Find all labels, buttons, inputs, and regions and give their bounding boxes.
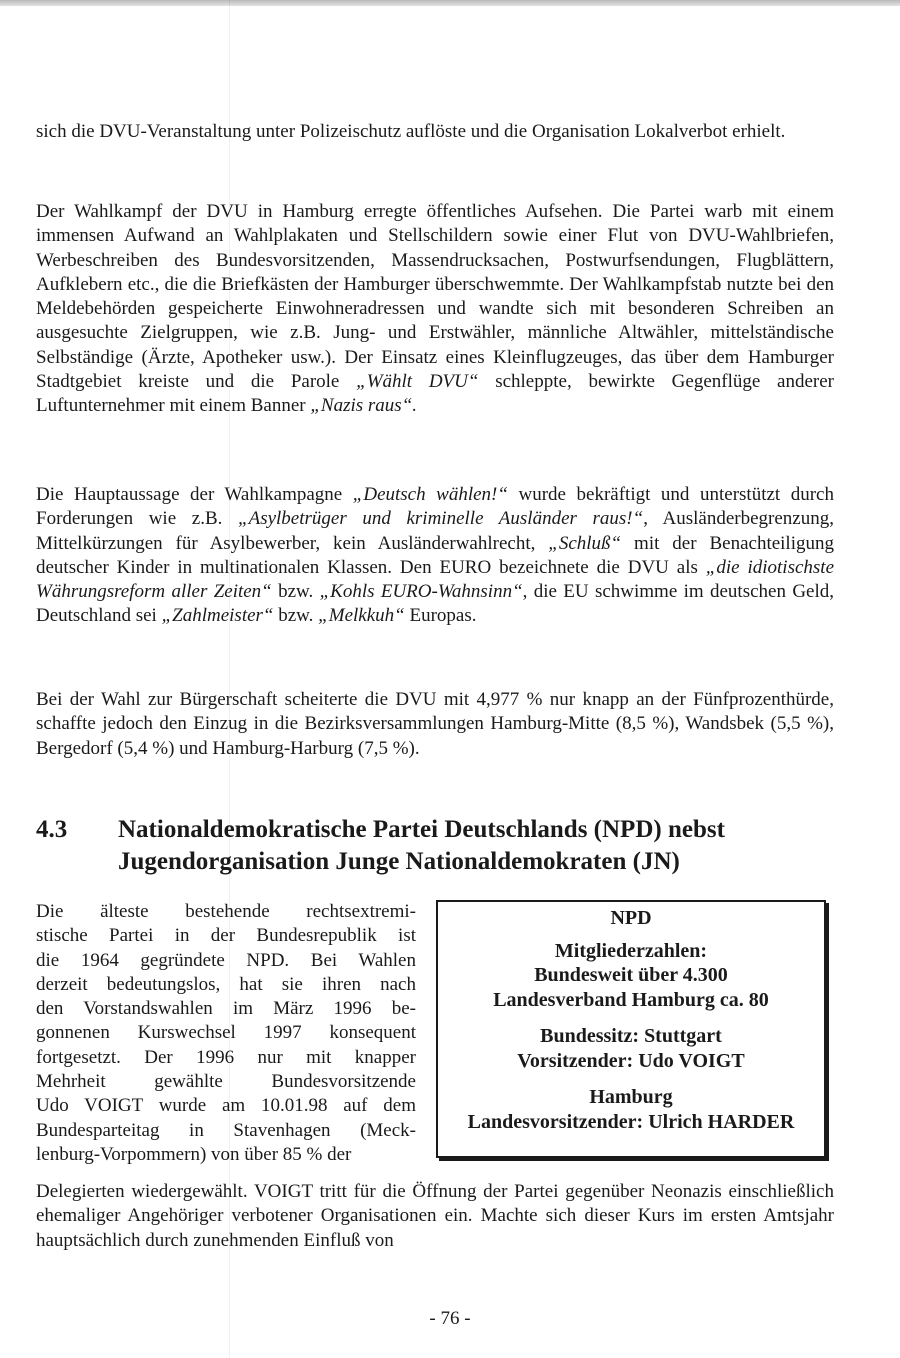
info-title: NPD [610, 907, 652, 929]
section-number: 4.3 [36, 816, 68, 843]
text-line: den Vorstandswahlen im März 1996 be- [36, 998, 416, 1020]
info-members-hamburg: Landesverband Hamburg ca. 80 [493, 988, 769, 1011]
info-title-group [438, 906, 824, 931]
paragraph-text: Bei der Wahl zur Bürgerschaft scheiterte die DVU mit 4,977 % nur knapp an der Fünfprozenthürde, schaffte jedoch den Einzug in die Bezirksversammlungen Hamburg-Mitte (8,5 %), Wandsbek (5,5 %), Bergedorf (5,4 %) und Hamburg-Harburg (7,5 %). [36, 689, 834, 759]
info-regional-group [438, 1085, 824, 1134]
quote-slogan: „die idiotischste Währungsreform aller Zeiten“ [36, 556, 834, 603]
info-members-label: Mitgliederzahlen: [554, 939, 708, 962]
paragraph-election-result [36, 688, 834, 761]
paragraph-npd-intro [36, 900, 416, 1167]
scan-top-edge [0, 0, 900, 6]
info-regional-chair: Landesvorsitzender: Ulrich HARDER [467, 1110, 795, 1133]
paragraph-text: sich die DVU-Veranstaltung unter Polizeischutz auflöste und die Organisation Lokalverbot erhielt. [36, 121, 786, 142]
info-chair: Vorsitzender: Udo VOIGT [517, 1049, 745, 1072]
section-title-line: Jugendorganisation Junge Nationaldemokraten (JN) [118, 848, 680, 875]
paragraph-npd-continuation [36, 1180, 834, 1253]
paragraph-campaign-message [36, 483, 834, 629]
quote-banner: „Nazis raus“. [310, 395, 418, 417]
text-line: stische Partei in der Bundesrepublik ist [36, 925, 416, 947]
paragraph-text: , Ausländerbegrenzung, Mittelkürzungen für Asylbewerber, kein Ausländerwahlrecht, [36, 508, 834, 554]
quote-slogan: „Kohls EURO-Wahnsinn“ [319, 581, 523, 603]
paragraph-text: , die EU schwimme im deutschen Geld, Deutschland sei [36, 581, 834, 627]
paragraph-text: schleppte, bewirkte Gegenflüge anderer Luftunternehmer mit einem Banner [36, 371, 834, 417]
paragraph-dvu-event [36, 120, 834, 144]
section-title [118, 814, 858, 878]
page-number: - 76 - [429, 1308, 471, 1329]
info-region: Hamburg [589, 1086, 673, 1108]
quote-slogan: „Asylbetrüger und kriminelle Ausländer raus!“ [238, 508, 644, 530]
section-title-line: Nationaldemokratische Partei Deutschlands (NPD) nebst [118, 816, 725, 843]
paragraph-text: Delegierten wiedergewählt. VOIGT tritt für die Öffnung der Partei gegenüber Neonazis einschließlich ehemaliger Angehöriger verbotener Organisationen ein. Machte sich dieser Kurs im ersten Amtsjahr hauptsächlich durch zunehmenden Einfluß von [36, 1181, 834, 1251]
paragraph-text: wurde bekräftigt und unterstützt durch Forderungen wie z.B. [36, 484, 834, 530]
paragraph-text: Die Hauptaussage der Wahlkampagne [36, 484, 353, 505]
text-line: Mehrheit gewählte Bundesvorsitzende [36, 1071, 416, 1093]
info-seat: Bundessitz: Stuttgart [540, 1025, 722, 1047]
text-line: derzeit bedeutungslos, hat sie ihren nach [36, 973, 416, 995]
text-line: die 1964 gegründete NPD. Bei Wahlen [36, 949, 416, 971]
text-line: fortgesetzt. Der 1996 nur mit knapper [36, 1046, 416, 1068]
info-members-group [438, 939, 824, 1013]
text-line: Bundesparteitag in Stavenhagen (Meck- [36, 1119, 416, 1141]
text-line: lenburg-Vorpommern) von über 85 % der [36, 1143, 352, 1165]
text-line: Die älteste bestehende rechtsextremi- [36, 901, 416, 922]
paragraph-text: bzw. [271, 581, 320, 603]
quote-slogan: „Schluß“ [548, 532, 622, 554]
text-line: Udo VOIGT wurde am 10.01.98 auf dem [36, 1095, 416, 1117]
paragraph-text: mit der Benachteiligung deutscher Kinder in multinationalen Klassen. Den EURO bezeichnete die DVU als [36, 532, 834, 578]
paragraph-dvu-campaign [36, 200, 834, 419]
quote-slogan: „Wählt DVU“ [356, 371, 479, 393]
quote-slogan: „Zahlmeister“ [161, 605, 274, 627]
paragraph-text: Der Wahlkampf der DVU in Hamburg erregte öffentliches Aufsehen. Die Partei warb mit einem immensen Aufwand an Wahlplakaten und Stellschildern sowie einer Flut von DVU-Wahlbriefen, Werbeschreiben des Bundesvorsitzenden, Massendrucksachen, Postwurfsendungen, Flugblättern, Aufklebern etc., die die Briefkästen der Hamburger überschwemmte. Der Wahlkampfstab nutzte bei den Meldebehörden gespeicherte Einwohneradressen und wandte sich mit besonderen Schreiben an ausgesuchte Zielgruppen, wie z.B. Jung- und Erstwähler, männliche Altwähler, mittelständische Selbständige (Ärzte, Apotheker usw.). Der Einsatz eines Kleinflugzeuges, das über dem Hamburger Stadtgebiet kreiste und die Parole [36, 201, 834, 393]
info-leadership-group [438, 1024, 824, 1073]
paragraph-text: bzw. [273, 605, 319, 627]
quote-slogan: „Melkkuh“ [318, 605, 405, 627]
quote-slogan: „Deutsch wählen!“ [352, 484, 508, 505]
paragraph-text: Europas. [404, 605, 477, 627]
text-line: gonnenen Kurswechsel 1997 konsequent [36, 1022, 416, 1044]
info-members-federal: Bundesweit über 4.300 [534, 964, 728, 986]
npd-info-box [436, 900, 826, 1158]
